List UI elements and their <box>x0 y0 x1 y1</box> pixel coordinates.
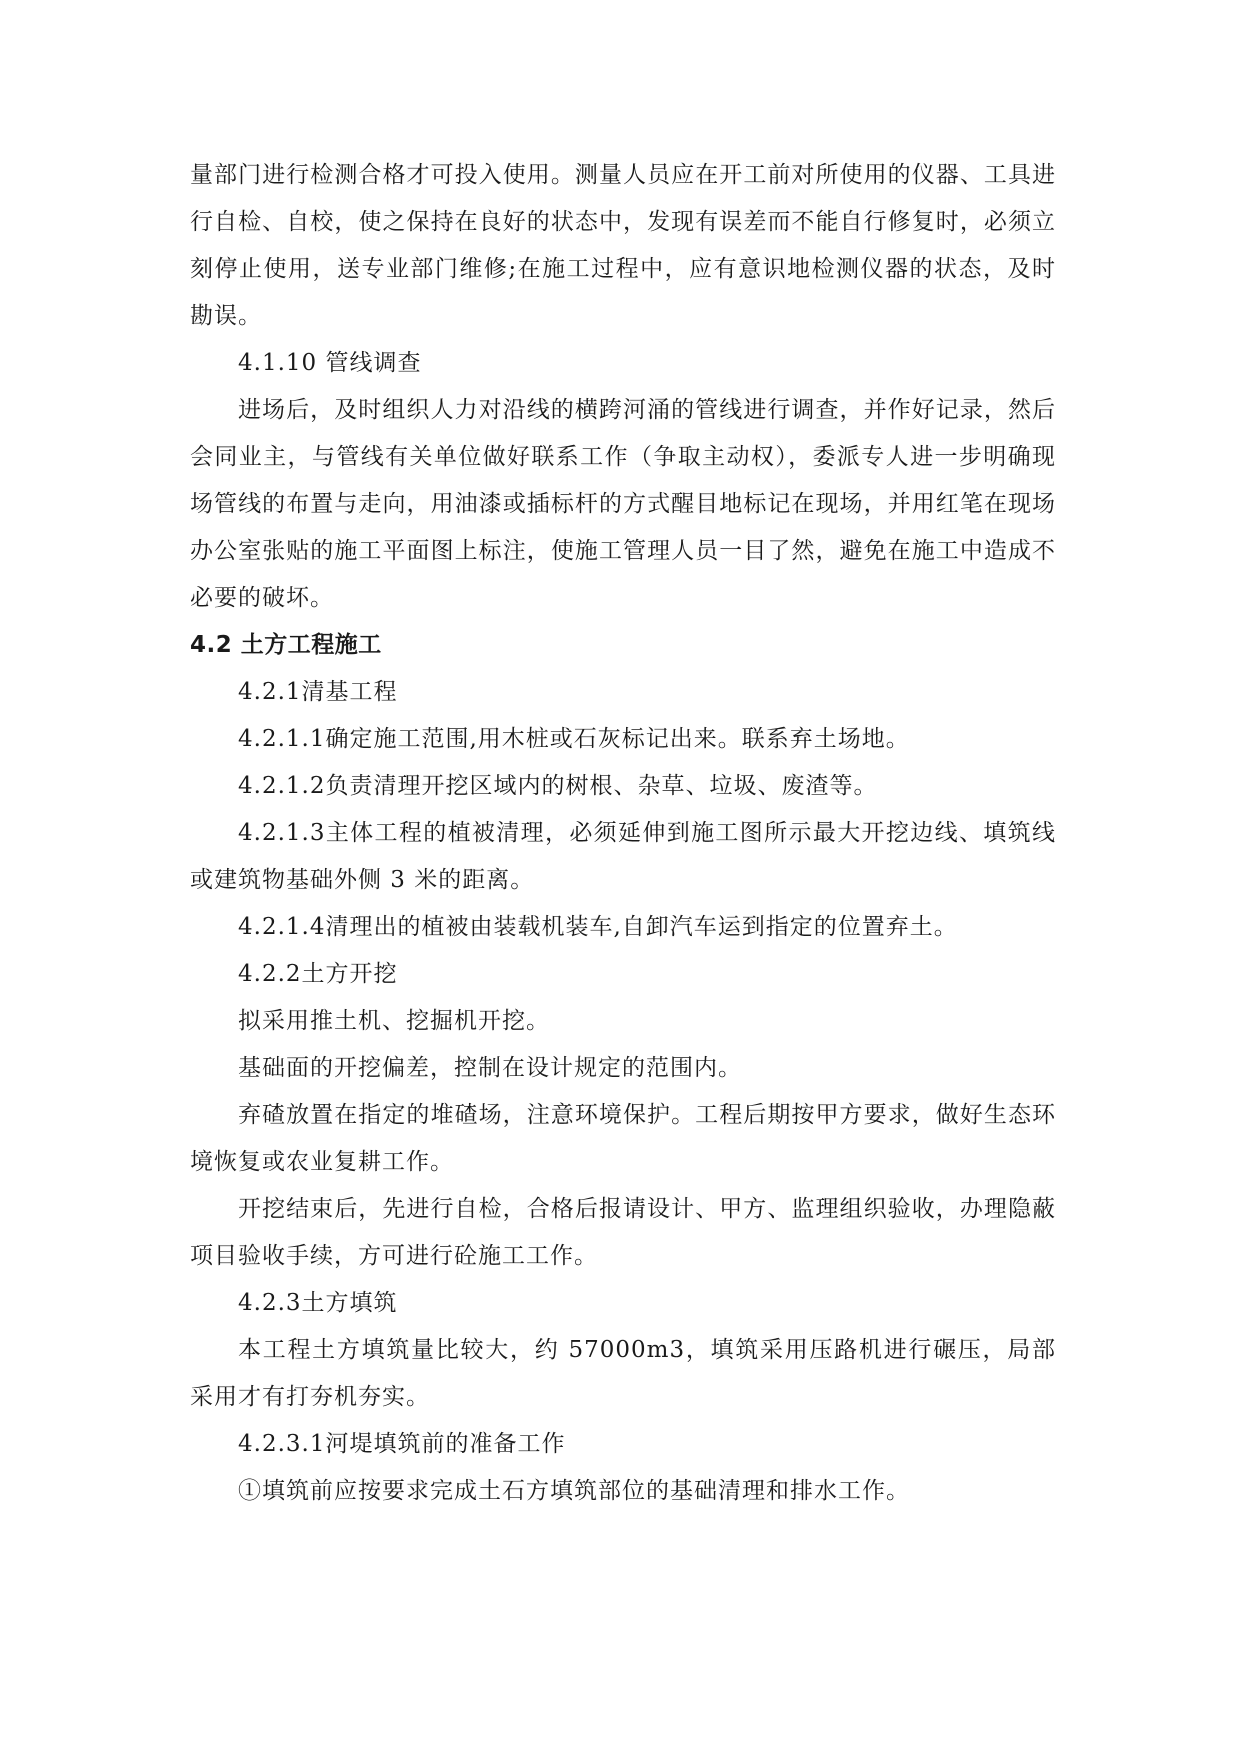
item-4-2-1-1: 4.2.1.1确定施工范围,用木桩或石灰标记出来。联系弃土场地。 <box>238 726 910 752</box>
item-4-2-1-3: 4.2.1.3主体工程的植被清理，必须延伸到施工图所示最大开挖边线、填筑线或建筑物基础外侧 3 米的距离。 <box>190 820 1056 893</box>
paragraph-excavation-deviation: 基础面的开挖偏差，控制在设计规定的范围内。 <box>238 1055 742 1081</box>
item-fill-preparation: ①填筑前应按要求完成土石方填筑部位的基础清理和排水工作。 <box>238 1478 910 1504</box>
section-4-2-heading: 4.2 土方工程施工 <box>190 632 382 658</box>
section-4-2-2-title: 4.2.2土方开挖 <box>238 961 398 987</box>
section-4-1-10-title: 4.1.10 管线调查 <box>238 350 422 376</box>
item-4-2-1-4: 4.2.1.4清理出的植被由装载机装车,自卸汽车运到指定的位置弃土。 <box>238 914 958 940</box>
paragraph-fill-volume: 本工程土方填筑量比较大，约 57000m3，填筑采用压路机进行碾压，局部采用才有打夯机夯实。 <box>190 1337 1056 1410</box>
document-page <box>190 152 1056 1515</box>
paragraph-spoil-disposal: 弃碴放置在指定的堆碴场，注意环境保护。工程后期按甲方要求，做好生态环境恢复或农业复耕工作。 <box>190 1102 1056 1175</box>
paragraph-pipeline-survey: 进场后，及时组织人力对沿线的横跨河涌的管线进行调查，并作好记录，然后会同业主，与管线有关单位做好联系工作（争取主动权），委派专人进一步明确现场管线的布置与走向，用油漆或插标杆的方式醒目地标记在现场，并用红笔在现场办公室张贴的施工平面图上标注，使施工管理人员一目了然，避免在施工中造成不必要的破坏。 <box>190 397 1056 611</box>
paragraph-excavation-acceptance: 开挖结束后，先进行自检，合格后报请设计、甲方、监理组织验收，办理隐蔽项目验收手续，方可进行砼施工工作。 <box>190 1196 1056 1269</box>
paragraph-excavation-method: 拟采用推土机、挖掘机开挖。 <box>238 1008 550 1034</box>
section-4-2-3-title: 4.2.3土方填筑 <box>238 1290 398 1316</box>
item-4-2-1-2: 4.2.1.2负责清理开挖区域内的树根、杂草、垃圾、废渣等。 <box>238 773 878 799</box>
section-4-2-1-title: 4.2.1清基工程 <box>238 679 398 705</box>
item-4-2-3-1-title: 4.2.3.1河堤填筑前的准备工作 <box>238 1431 566 1457</box>
paragraph-instrument-inspection: 量部门进行检测合格才可投入使用。测量人员应在开工前对所使用的仪器、工具进行自检、自校，使之保持在良好的状态中，发现有误差而不能自行修复时，必须立刻停止使用，送专业部门维修;在施工过程中，应有意识地检测仪器的状态，及时勘误。 <box>190 162 1056 329</box>
